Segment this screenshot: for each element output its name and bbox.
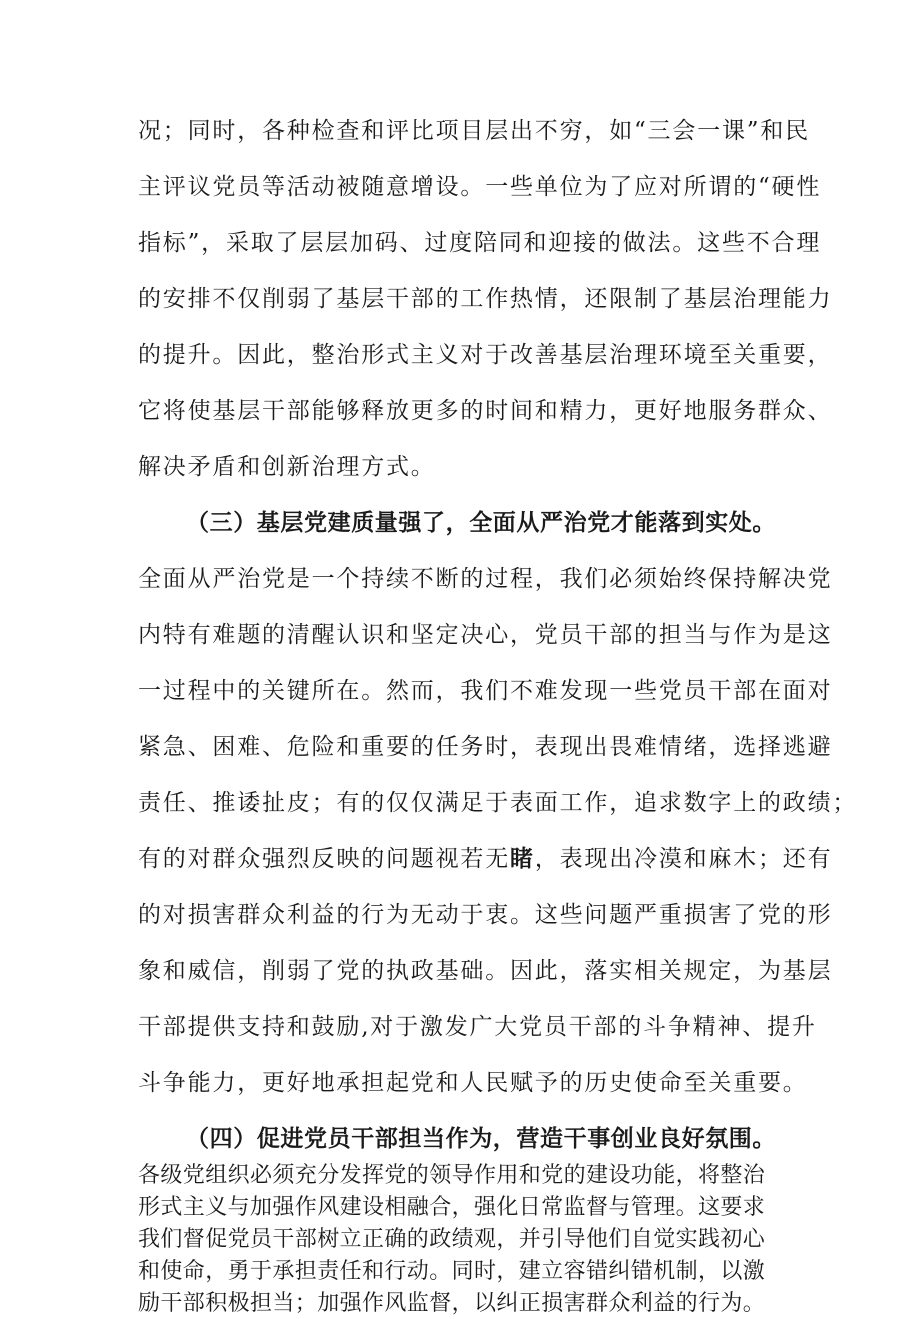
paragraph-line: 解决矛盾和创新治理方式。 — [138, 454, 436, 480]
text-segment: ，表现出冷漠和麻木；还有 — [534, 846, 833, 872]
paragraph-line: 它将使基层干部能够释放更多的时间和精力，更好地服务群众、 — [138, 398, 833, 424]
paragraph-line: 责任、推诿扯皮；有的仅仅满足于表面工作，追求数字上的政绩； — [138, 790, 858, 816]
paragraph-line: 紧急、困难、危险和重要的任务时，表现出畏难情绪，选择逃避 — [138, 734, 833, 760]
text-segment: 有的对群众强烈反映的问题视若无 — [138, 846, 510, 872]
paragraph-line: 的提升。因此，整治形式主义对于改善基层治理环境至关重要， — [138, 342, 833, 368]
paragraph-line: 指标”，采取了层层加码、过度陪同和迎接的做法。这些不合理 — [138, 230, 822, 256]
paragraph-line: 我们督促党员干部树立正确的政绩观，并引导他们自觉实践初心 — [138, 1227, 766, 1252]
paragraph-line: 全面从严治党是一个持续不断的过程，我们必须始终保持解决党 — [138, 566, 833, 592]
paragraph-line: 一过程中的关键所在。然而，我们不难发现一些党员干部在面对 — [138, 678, 833, 704]
paragraph-line: 干部提供支持和鼓励,对于激发广大党员干部的斗争精神、提升 — [138, 1014, 817, 1040]
bold-character: 睹 — [510, 845, 535, 872]
paragraph-line — [138, 844, 833, 874]
paragraph-line: 内特有难题的清醒认识和坚定决心，党员干部的担当与作为是这 — [138, 622, 833, 648]
section-heading-4: （四）促进党员干部担当作为，营造干事创业良好氛围。 — [186, 1125, 776, 1152]
paragraph-line: 和使命，勇于承担责任和行动。同时，建立容错纠错机制，以激 — [138, 1259, 766, 1284]
paragraph-line: 斗争能力，更好地承担起党和人民赋予的历史使命至关重要。 — [138, 1070, 808, 1096]
paragraph-line: 励干部积极担当；加强作风监督，以纠正损害群众利益的行为。 — [138, 1291, 766, 1316]
section-heading-3: （三）基层党建质量强了，全面从严治党才能落到实处。 — [186, 509, 776, 536]
paragraph-line: 况；同时，各种检查和评比项目层出不穷，如“三会一课”和民 — [138, 118, 810, 144]
paragraph-line: 形式主义与加强作风建设相融合，强化日常监督与管理。这要求 — [138, 1195, 766, 1220]
paragraph-line: 的安排不仅削弱了基层干部的工作热情，还限制了基层治理能力 — [138, 286, 833, 312]
paragraph-line: 的对损害群众利益的行为无动于衷。这些问题严重损害了党的形 — [138, 902, 833, 928]
paragraph-line: 主评议党员等活动被随意增设。一些单位为了应对所谓的“硬性 — [138, 174, 822, 200]
paragraph-line: 象和威信，削弱了党的执政基础。因此，落实相关规定，为基层 — [138, 958, 833, 984]
paragraph-line: 各级党组织必须充分发挥党的领导作用和党的建设功能，将整治 — [138, 1163, 766, 1188]
